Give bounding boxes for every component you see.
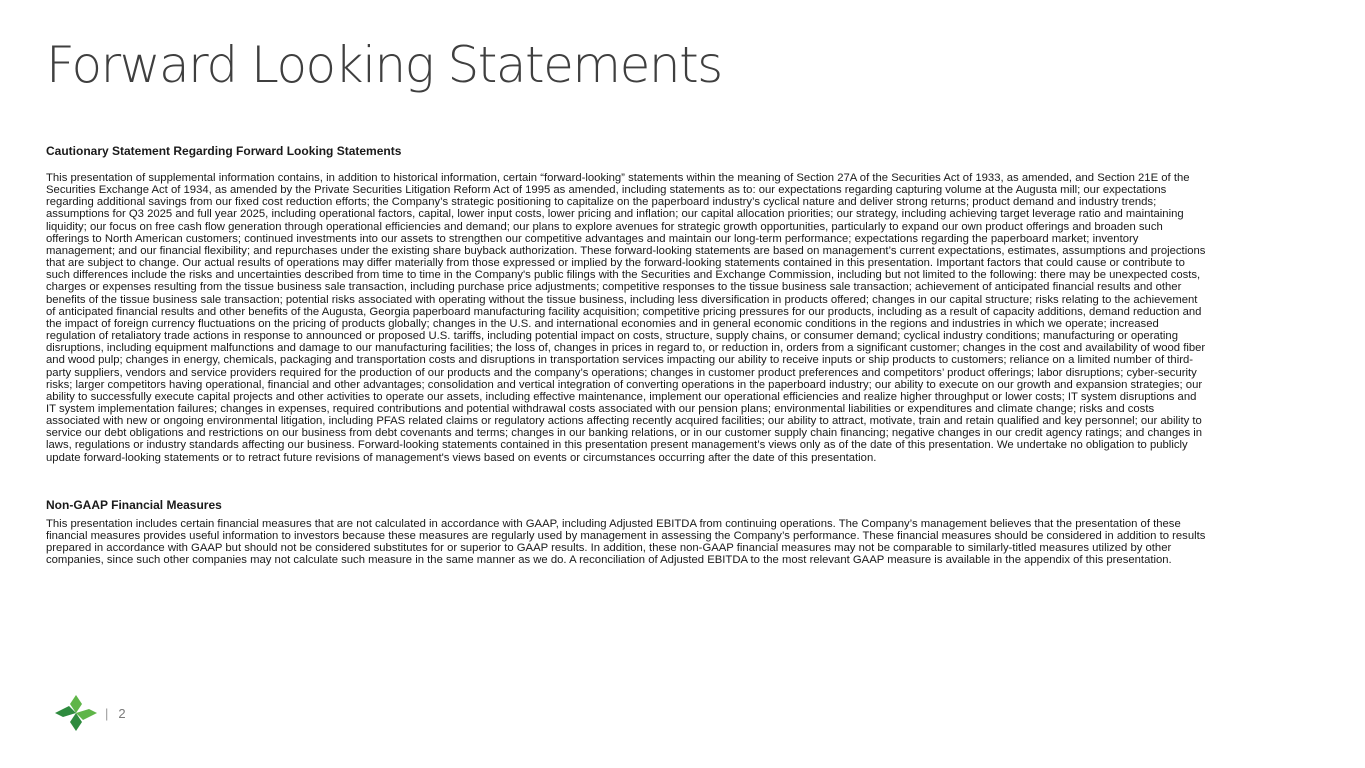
cautionary-heading: Cautionary Statement Regarding Forward Looking Statements	[46, 144, 402, 158]
slide-footer	[55, 693, 126, 733]
content-body	[46, 144, 1206, 566]
page-number: 2	[118, 705, 126, 721]
page-title: Forward Looking Statements	[46, 36, 722, 94]
non-gaap-heading: Non-GAAP Financial Measures	[46, 497, 222, 512]
footer-divider: |	[105, 705, 109, 721]
cautionary-paragraph: This presentation of supplemental information contains, in addition to historical information, certain “forward-looking” statements within the meaning of Section 27A of the Securities Act of 1933, as amended, and Section 21E of the Securities Exchange Act of 1934, as amended by the Private Securities Litigation Reform Act of 1995 as amended, including statements as to: our expectations regarding capturing volume at the Augusta mill; our expectations regarding additional savings from our fixed cost reduction efforts; the Company’s strategic positioning to capitalize on the paperboard industry’s cyclical nature and deliver strong returns; product demand and industry trends; assumptions for Q3 2025 and full year 2025, including operational factors, capital, lower input costs, lower pricing and inflation; our capital allocation priorities; our strategy, including achieving target leverage ratio and maintaining liquidity; our focus on free cash flow generation through operational efficiencies and demand; our plans to explore avenues for strategic growth opportunities, particularly to expand our own product offerings and broaden such offerings to North American customers; continued investments into our assets to strengthen our competitive advantages and maintain our long-term performance; expectations regarding the paperboard market; inventory management; and our financial flexibility; and repurchases under the existing share buyback authorization. These forward-looking statements are based on management’s current expectations, estimates, assumptions and projections that are subject to change. Our actual results of operations may differ materially from those expressed or implied by the forward-looking statements contained in this presentation. Important factors that could cause or contribute to such differences include the risks and uncertainties described from time to time in the Company's public filings with the Securities and Exchange Commission, including but not limited to the following: there may be unexpected costs, charges or expenses resulting from the tissue business sale transaction, including purchase price adjustments; competitive responses to the tissue business sale transaction; achievement of anticipated financial results and other benefits of the tissue business sale transaction; potential risks associated with operating without the tissue business, including less diversification in products offered; changes in our capital structure; risks relating to the achievement of anticipated financial results and other benefits of the Augusta, Georgia paperboard manufacturing facility acquisition; competitive pricing pressures for our products, including as a result of capacity additions, demand reduction and the impact of foreign currency fluctuations on the pricing of products globally; changes in the U.S. and international economies and in general economic conditions in the regions and industries in which we operate; increased regulation of retaliatory trade actions in response to announced or proposed U.S. tariffs, including potential impact on costs, structure, supply chains, or consumer demand; cyclical industry conditions; manufacturing or operating disruptions, including equipment malfunctions and damage to our manufacturing facilities; the loss of, changes in prices in regard to, or reduction in, orders from a significant customer; changes in the cost and availability of wood fiber and wood pulp; changes in energy, chemicals, packaging and transportation costs and disruptions in transportation services impacting our ability to receive inputs or ship products to customers; reliance on a limited number of third-party suppliers, vendors and service providers required for the production of our products and the company’s operations; changes in customer product preferences and competitors’ product offerings; labor disruptions; cyber-security risks; larger competitors having operational, financial and other advantages; consolidation and vertical integration of converting operations in the paperboard industry; our ability to execute on our growth and expansion strategies; our ability to successfully execute capital projects and other activities to operate our assets, including effective maintenance, implement our operational efficiencies and realize higher throughput or lower costs; IT system disruptions and IT system implementation failures; changes in expenses, required contributions and potential withdrawal costs associated with our pension plans; environmental liabilities or expenditures and climate change; risks and costs associated with new or ongoing environmental litigation, including PFAS related claims or regulatory actions affecting recently acquired facilities; our ability to attract, motivate, train and retain qualified and key personnel; our ability to service our debt obligations and restrictions on our business from debt covenants and terms; changes in our banking relations, or in our customer supply chain financing; negative changes in our credit agency ratings; and changes in laws, regulations or industry standards affecting our business. Forward-looking statements contained in this presentation present management’s views only as of the date of this presentation. We undertake no obligation to publicly update forward-looking statements or to retract future revisions of management's views based on events or circumstances occurring after the date of this presentation.	[46, 172, 1206, 464]
company-logo-icon	[55, 695, 97, 731]
non-gaap-paragraph: This presentation includes certain financial measures that are not calculated in accordance with GAAP, including Adjusted EBITDA from continuing operations. The Company’s management believes that the presentation of these financial measures provides useful information to investors because these measures are regularly used by management in assessing the Company’s performance. These financial measures should be considered in addition to results prepared in accordance with GAAP but should not be considered substitutes for or superior to GAAP results. In addition, these non-GAAP financial measures may not be comparable to similarly-titled measures utilized by other companies, since such other companies may not calculate such measure in the same manner as we do. A reconciliation of Adjusted EBITDA to the most relevant GAAP measure is available in the appendix of this presentation.	[46, 517, 1206, 567]
